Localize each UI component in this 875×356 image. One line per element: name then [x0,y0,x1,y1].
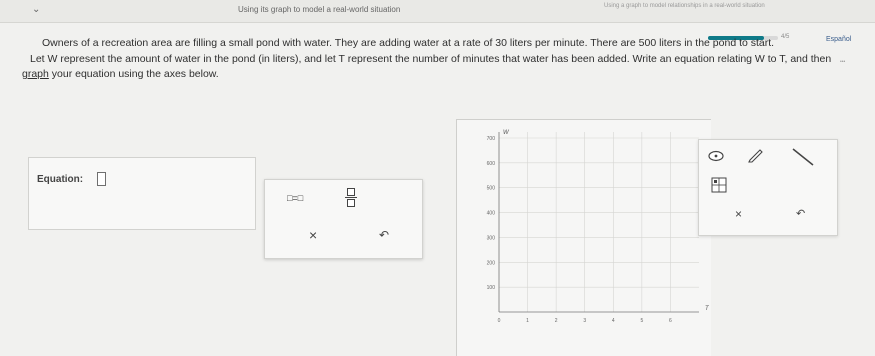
problem-statement [22,36,852,82]
problem-paragraph-1: Owners of a recreation area are filling a small pond with water. They are adding water at a rate of 30 liters per minute. There are 500 liters in the pond to start. [42,37,775,49]
equation-label: Equation: [37,174,84,185]
chevron-down-icon[interactable]: ⌄ [32,4,41,15]
equation-panel [28,157,256,230]
top-bar [0,0,875,23]
fraction-numerator-box [347,188,355,196]
point-tool-icon[interactable] [707,150,725,162]
y-tick-label: 100 [486,285,495,292]
pencil-tool-icon[interactable] [747,147,765,163]
x-tick-label: 4 [611,318,615,324]
graph-tools-panel [698,139,838,236]
y-axis-label: W [503,130,509,136]
y-tick-label: 700 [486,136,495,142]
problem-text-part-a: Let W represent the amount of water in the pond (in liters), and let T represent the number of minutes that water has been added. Write an equation relating W to T, and then [30,53,832,65]
x-grid-lines [528,132,671,312]
fraction-denominator-box [347,199,355,207]
small-label: ••• [840,59,846,65]
clear-button[interactable]: × [309,227,318,243]
undo-button[interactable]: ↶ [379,228,390,242]
x-tick-label: 6 [669,318,672,324]
math-keypad [264,179,423,259]
graph-panel [456,119,711,356]
equation-input[interactable] [97,172,106,186]
y-tick-label: 200 [486,260,495,267]
tools-undo-button[interactable]: ↶ [796,208,806,220]
breadcrumb: Using a graph to model relationships in a real-world situation [604,3,765,9]
problem-paragraph-2 [22,52,852,82]
tools-clear-button[interactable]: × [735,207,743,221]
y-tick-label: 300 [486,235,495,242]
progress-label: 4/5 [781,34,790,40]
y-grid-lines [499,138,699,287]
grid-template-icon[interactable] [711,177,727,193]
x-tick-label: 2 [554,318,558,324]
page-title: Using its graph to model a real-world situation [238,5,401,14]
x-tick-label: 5 [640,318,644,324]
x-tick-label: 0 [497,318,501,324]
y-tick-label: 500 [486,185,495,192]
graph-link[interactable]: graph [22,68,49,80]
problem-text-part-b: your equation using the axes below. [48,68,219,80]
line-tool-icon[interactable] [791,147,815,167]
x-axis-label: T [705,306,709,312]
y-tick-label: 600 [486,160,495,167]
fraction-bar [345,197,357,198]
graph-canvas[interactable] [457,120,711,356]
fraction-template-button[interactable] [345,188,357,207]
equals-template-button[interactable]: □=□ [287,193,304,203]
x-tick-label: 1 [526,318,529,324]
y-tick-label: 400 [486,210,495,217]
x-tick-label: 3 [583,318,587,324]
language-button[interactable]: Español [826,36,852,43]
